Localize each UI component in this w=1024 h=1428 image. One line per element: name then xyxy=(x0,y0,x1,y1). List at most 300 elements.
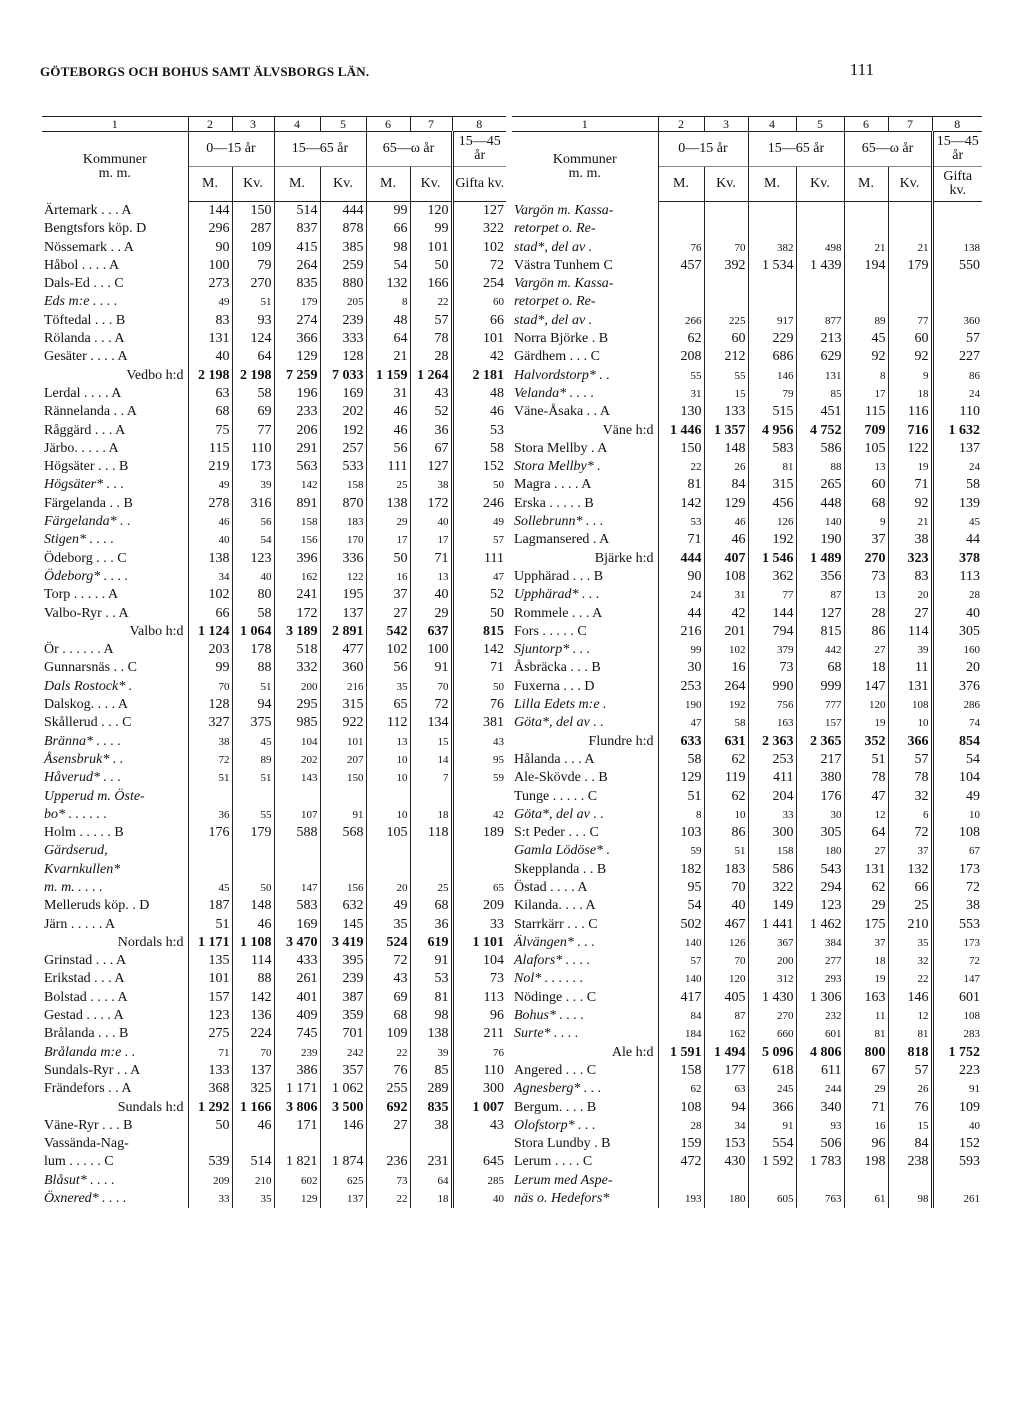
value-cell: 444 xyxy=(658,550,704,568)
sub-m: M. xyxy=(366,167,410,202)
value-cell: 50 xyxy=(366,550,410,568)
value-cell: 110 xyxy=(232,440,274,458)
sub-kv: Kv. xyxy=(232,167,274,202)
value-cell: 99 xyxy=(366,202,410,221)
value-cell: 5 096 xyxy=(748,1044,796,1062)
value-cell: 109 xyxy=(932,1099,982,1117)
kommun-name: Olofstorp* . . . xyxy=(512,1117,658,1135)
value-cell: 340 xyxy=(796,1099,844,1117)
value-cell: 30 xyxy=(658,659,704,677)
left-row xyxy=(42,970,506,988)
kommun-name: Ödeborg . . . C xyxy=(42,550,188,568)
value-cell: 11 xyxy=(844,1007,888,1025)
right-table xyxy=(512,116,982,1208)
kommun-name: Högsäter . . . B xyxy=(42,458,188,476)
value-cell: 112 xyxy=(366,714,410,732)
kommun-name: Håbol . . . . A xyxy=(42,257,188,275)
right-row xyxy=(512,861,982,879)
value-cell: 129 xyxy=(274,1190,320,1208)
value-cell: 132 xyxy=(366,275,410,293)
value-cell: 159 xyxy=(658,1135,704,1153)
value-cell: 49 xyxy=(366,897,410,915)
right-row xyxy=(512,440,982,458)
sub-gifta: Gifta kv. xyxy=(932,167,982,202)
value-cell xyxy=(704,220,748,238)
value-cell: 133 xyxy=(188,1062,232,1080)
value-cell: 202 xyxy=(274,751,320,769)
value-cell: 46 xyxy=(232,1117,274,1135)
value-cell: 16 xyxy=(704,659,748,677)
value-cell: 232 xyxy=(796,1007,844,1025)
page-header: GÖTEBORGS OCH BOHUS SAMT ÄLVSBORGS LÄN. xyxy=(40,64,370,79)
value-cell: 382 xyxy=(748,239,796,257)
right-row xyxy=(512,513,982,531)
value-cell: 62 xyxy=(844,879,888,897)
left-row xyxy=(42,220,506,238)
value-cell: 37 xyxy=(888,842,932,860)
left-row xyxy=(42,1025,506,1043)
value-cell: 67 xyxy=(932,842,982,860)
value-cell: 206 xyxy=(274,422,320,440)
right-row xyxy=(512,1080,982,1098)
right-row xyxy=(512,751,982,769)
value-cell: 190 xyxy=(658,696,704,714)
kommun-name: Väne-Åsaka . . A xyxy=(512,403,658,421)
value-cell: 129 xyxy=(704,495,748,513)
value-cell: 605 xyxy=(748,1190,796,1208)
value-cell: 266 xyxy=(658,312,704,330)
value-cell: 367 xyxy=(748,934,796,952)
kommun-name: Eds m:e . . . . xyxy=(42,293,188,311)
value-cell: 53 xyxy=(452,422,506,440)
value-cell: 73 xyxy=(844,568,888,586)
value-cell: 84 xyxy=(704,476,748,494)
value-cell: 990 xyxy=(748,678,796,696)
value-cell: 1 752 xyxy=(932,1044,982,1062)
value-cell: 93 xyxy=(232,312,274,330)
sub-kv: Kv. xyxy=(796,167,844,202)
col-no: 3 xyxy=(232,117,274,132)
kommun-name: Alafors* . . . . xyxy=(512,952,658,970)
value-cell: 631 xyxy=(704,733,748,751)
kommun-name: Stigen* . . . . xyxy=(42,531,188,549)
value-cell: 14 xyxy=(410,751,452,769)
right-row xyxy=(512,659,982,677)
kommun-name: Väne-Ryr . . . B xyxy=(42,1117,188,1135)
value-cell: 39 xyxy=(232,476,274,494)
value-cell: 34 xyxy=(704,1117,748,1135)
kommun-name: Skållerud . . . C xyxy=(42,714,188,732)
left-row xyxy=(42,641,506,659)
value-cell: 53 xyxy=(410,970,452,988)
left-row xyxy=(42,513,506,531)
value-cell: 200 xyxy=(274,678,320,696)
value-cell xyxy=(658,1172,704,1190)
value-cell: 71 xyxy=(410,550,452,568)
value-cell: 138 xyxy=(366,495,410,513)
kommun-name: Nödinge . . . C xyxy=(512,989,658,1007)
kommun-name: Lerum . . . . C xyxy=(512,1153,658,1171)
value-cell: 38 xyxy=(410,1117,452,1135)
value-cell xyxy=(704,275,748,293)
value-cell xyxy=(932,275,982,293)
value-cell: 336 xyxy=(320,550,366,568)
value-cell: 40 xyxy=(932,1117,982,1135)
col-no: 3 xyxy=(704,117,748,132)
value-cell: 147 xyxy=(932,970,982,988)
value-cell: 175 xyxy=(844,916,888,934)
value-cell: 131 xyxy=(888,678,932,696)
left-row xyxy=(42,440,506,458)
value-cell: 49 xyxy=(188,293,232,311)
value-cell xyxy=(410,788,452,806)
value-cell: 37 xyxy=(844,934,888,952)
district-total-row xyxy=(42,1099,506,1117)
value-cell: 142 xyxy=(274,476,320,494)
right-row xyxy=(512,824,982,842)
right-row xyxy=(512,531,982,549)
value-cell: 315 xyxy=(748,476,796,494)
kommun-name: m. m. . . . . xyxy=(42,879,188,897)
district-total-row xyxy=(42,623,506,641)
value-cell: 91 xyxy=(932,1080,982,1098)
value-cell: 239 xyxy=(320,970,366,988)
value-cell: 25 xyxy=(366,476,410,494)
kommun-name: Töftedal . . . B xyxy=(42,312,188,330)
value-cell: 192 xyxy=(748,531,796,549)
value-cell: 18 xyxy=(844,952,888,970)
kommun-name: Dals-Ed . . . C xyxy=(42,275,188,293)
value-cell: 472 xyxy=(658,1153,704,1171)
kommun-name: Starrkärr . . . C xyxy=(512,916,658,934)
value-cell: 10 xyxy=(366,769,410,787)
value-cell: 583 xyxy=(274,897,320,915)
value-cell: 305 xyxy=(932,623,982,641)
value-cell xyxy=(188,788,232,806)
value-cell: 2 891 xyxy=(320,623,366,641)
value-cell: 195 xyxy=(320,586,366,604)
value-cell xyxy=(452,788,506,806)
value-cell: 15 xyxy=(410,733,452,751)
value-cell: 140 xyxy=(658,934,704,952)
value-cell: 44 xyxy=(932,531,982,549)
value-cell: 92 xyxy=(888,348,932,366)
value-cell: 189 xyxy=(452,824,506,842)
value-cell xyxy=(888,293,932,311)
value-cell: 1 489 xyxy=(796,550,844,568)
value-cell xyxy=(844,1172,888,1190)
mm-label: m. m. xyxy=(98,165,131,181)
value-cell: 255 xyxy=(366,1080,410,1098)
left-row xyxy=(42,678,506,696)
value-cell: 1 007 xyxy=(452,1099,506,1117)
right-row xyxy=(512,330,982,348)
kommun-name: Upphärad* . . . xyxy=(512,586,658,604)
value-cell: 19 xyxy=(844,714,888,732)
value-cell: 3 470 xyxy=(274,934,320,952)
value-cell: 196 xyxy=(274,385,320,403)
value-cell: 1 108 xyxy=(232,934,274,952)
value-cell: 102 xyxy=(188,586,232,604)
value-cell: 43 xyxy=(410,385,452,403)
value-cell: 38 xyxy=(410,476,452,494)
value-cell: 10 xyxy=(704,806,748,824)
kommun-name: S:t Peder . . . C xyxy=(512,824,658,842)
value-cell: 122 xyxy=(320,568,366,586)
value-cell: 4 956 xyxy=(748,422,796,440)
value-cell: 102 xyxy=(452,239,506,257)
value-cell: 3 419 xyxy=(320,934,366,952)
value-cell: 293 xyxy=(796,970,844,988)
value-cell: 637 xyxy=(410,623,452,641)
value-cell: 81 xyxy=(888,1025,932,1043)
value-cell: 322 xyxy=(452,220,506,238)
value-cell: 78 xyxy=(888,769,932,787)
value-cell: 48 xyxy=(452,385,506,403)
value-cell: 58 xyxy=(232,385,274,403)
value-cell: 61 xyxy=(844,1190,888,1208)
left-row xyxy=(42,312,506,330)
left-table-header xyxy=(42,117,506,202)
value-cell: 289 xyxy=(410,1080,452,1098)
value-cell: 1 292 xyxy=(188,1099,232,1117)
value-cell: 270 xyxy=(844,550,888,568)
col-no: 4 xyxy=(274,117,320,132)
value-cell: 173 xyxy=(232,458,274,476)
right-row xyxy=(512,916,982,934)
value-cell: 602 xyxy=(274,1172,320,1190)
group-0-15: 0—15 år xyxy=(188,132,274,167)
left-table-body xyxy=(42,202,506,1209)
value-cell: 619 xyxy=(410,934,452,952)
value-cell: 72 xyxy=(452,257,506,275)
sub-kv: Kv. xyxy=(320,167,366,202)
value-cell: 184 xyxy=(658,1025,704,1043)
value-cell: 163 xyxy=(844,989,888,1007)
value-cell: 162 xyxy=(704,1025,748,1043)
value-cell: 35 xyxy=(366,678,410,696)
value-cell: 180 xyxy=(796,842,844,860)
value-cell: 291 xyxy=(274,440,320,458)
value-cell: 166 xyxy=(410,275,452,293)
district-total-row xyxy=(512,733,982,751)
value-cell: 709 xyxy=(844,422,888,440)
value-cell: 380 xyxy=(796,769,844,787)
value-cell: 56 xyxy=(366,440,410,458)
value-cell: 192 xyxy=(320,422,366,440)
value-cell: 71 xyxy=(658,531,704,549)
value-cell: 3 500 xyxy=(320,1099,366,1117)
value-cell: 83 xyxy=(188,312,232,330)
left-row xyxy=(42,733,506,751)
value-cell: 98 xyxy=(366,239,410,257)
value-cell: 837 xyxy=(274,220,320,238)
value-cell: 1 441 xyxy=(748,916,796,934)
value-cell xyxy=(844,202,888,221)
kommun-name: stad*, del av . xyxy=(512,239,658,257)
kommun-name: Gesäter . . . . A xyxy=(42,348,188,366)
value-cell: 356 xyxy=(796,568,844,586)
value-cell: 67 xyxy=(844,1062,888,1080)
value-cell: 86 xyxy=(844,623,888,641)
value-cell: 870 xyxy=(320,495,366,513)
value-cell: 20 xyxy=(366,879,410,897)
value-cell: 108 xyxy=(658,1099,704,1117)
value-cell: 39 xyxy=(410,1044,452,1062)
value-cell xyxy=(748,275,796,293)
value-cell: 60 xyxy=(452,293,506,311)
value-cell: 430 xyxy=(704,1153,748,1171)
value-cell: 18 xyxy=(844,659,888,677)
value-cell: 777 xyxy=(796,696,844,714)
value-cell: 95 xyxy=(658,879,704,897)
value-cell: 91 xyxy=(410,659,452,677)
value-cell: 37 xyxy=(844,531,888,549)
value-cell: 854 xyxy=(932,733,982,751)
value-cell: 322 xyxy=(748,879,796,897)
value-cell: 13 xyxy=(366,733,410,751)
value-cell: 417 xyxy=(658,989,704,1007)
value-cell: 50 xyxy=(410,257,452,275)
kommun-name: Holm . . . . . B xyxy=(42,824,188,842)
value-cell: 20 xyxy=(932,659,982,677)
value-cell: 42 xyxy=(704,605,748,623)
value-cell: 137 xyxy=(232,1062,274,1080)
left-row xyxy=(42,1044,506,1062)
value-cell: 1 264 xyxy=(410,367,452,385)
value-cell: 238 xyxy=(888,1153,932,1171)
value-cell: 209 xyxy=(188,1172,232,1190)
value-cell xyxy=(188,842,232,860)
value-cell: 11 xyxy=(888,659,932,677)
left-row xyxy=(42,714,506,732)
value-cell: 18 xyxy=(410,1190,452,1208)
value-cell: 1 062 xyxy=(320,1080,366,1098)
value-cell: 18 xyxy=(888,385,932,403)
value-cell: 40 xyxy=(704,897,748,915)
value-cell: 89 xyxy=(232,751,274,769)
value-cell: 108 xyxy=(704,568,748,586)
kommun-name: stad*, del av . xyxy=(512,312,658,330)
kommun-name: Fors . . . . . C xyxy=(512,623,658,641)
value-cell: 625 xyxy=(320,1172,366,1190)
kommun-name: Stora Lundby . B xyxy=(512,1135,658,1153)
value-cell: 300 xyxy=(748,824,796,842)
value-cell: 229 xyxy=(748,330,796,348)
left-row xyxy=(42,1080,506,1098)
value-cell: 85 xyxy=(410,1062,452,1080)
value-cell: 53 xyxy=(658,513,704,531)
value-cell: 51 xyxy=(232,293,274,311)
value-cell: 144 xyxy=(188,202,232,221)
value-cell: 78 xyxy=(410,330,452,348)
value-cell: 433 xyxy=(274,952,320,970)
value-cell: 1 101 xyxy=(452,934,506,952)
kommun-name: Östad . . . . A xyxy=(512,879,658,897)
left-row xyxy=(42,751,506,769)
value-cell: 34 xyxy=(188,568,232,586)
value-cell: 51 xyxy=(704,842,748,860)
kommun-name: Rännelanda . . A xyxy=(42,403,188,421)
value-cell: 162 xyxy=(274,568,320,586)
value-cell: 62 xyxy=(658,1080,704,1098)
value-cell: 96 xyxy=(452,1007,506,1025)
value-cell: 498 xyxy=(796,239,844,257)
value-cell: 158 xyxy=(320,476,366,494)
left-row xyxy=(42,257,506,275)
kommun-name: Färgelanda* . . xyxy=(42,513,188,531)
value-cell: 100 xyxy=(410,641,452,659)
value-cell: 137 xyxy=(320,605,366,623)
value-cell: 99 xyxy=(410,220,452,238)
value-cell: 98 xyxy=(410,1007,452,1025)
value-cell: 409 xyxy=(274,1007,320,1025)
value-cell: 127 xyxy=(796,605,844,623)
value-cell: 70 xyxy=(232,1044,274,1062)
kommun-name: Angered . . . C xyxy=(512,1062,658,1080)
value-cell: 43 xyxy=(452,1117,506,1135)
value-cell: 360 xyxy=(320,659,366,677)
value-cell: 163 xyxy=(748,714,796,732)
value-cell: 103 xyxy=(658,824,704,842)
value-cell: 236 xyxy=(366,1153,410,1171)
right-row xyxy=(512,769,982,787)
value-cell: 8 xyxy=(844,367,888,385)
value-cell: 81 xyxy=(658,476,704,494)
value-cell: 33 xyxy=(188,1190,232,1208)
value-cell: 515 xyxy=(748,403,796,421)
value-cell: 9 xyxy=(844,513,888,531)
value-cell: 514 xyxy=(232,1153,274,1171)
kommun-name: Ale-Skövde . . B xyxy=(512,769,658,787)
value-cell: 71 xyxy=(188,1044,232,1062)
value-cell: 72 xyxy=(366,952,410,970)
value-cell: 7 033 xyxy=(320,367,366,385)
sub-m: M. xyxy=(188,167,232,202)
value-cell: 64 xyxy=(232,348,274,366)
left-row xyxy=(42,550,506,568)
value-cell: 586 xyxy=(748,861,796,879)
kommun-name: Gärdhem . . . C xyxy=(512,348,658,366)
kommun-name: Erska . . . . . B xyxy=(512,495,658,513)
value-cell: 58 xyxy=(932,476,982,494)
value-cell: 54 xyxy=(658,897,704,915)
value-cell: 76 xyxy=(366,1062,410,1080)
value-cell: 40 xyxy=(188,531,232,549)
value-cell: 26 xyxy=(888,1080,932,1098)
kommun-name: Gestad . . . . A xyxy=(42,1007,188,1025)
value-cell: 86 xyxy=(932,367,982,385)
value-cell: 18 xyxy=(410,806,452,824)
value-cell: 60 xyxy=(704,330,748,348)
value-cell: 64 xyxy=(366,330,410,348)
value-cell: 40 xyxy=(410,586,452,604)
kommun-name: Väne h:d xyxy=(512,422,658,440)
value-cell: 2 365 xyxy=(796,733,844,751)
kommun-name: Bränna* . . . . xyxy=(42,733,188,751)
value-cell: 31 xyxy=(366,385,410,403)
value-cell xyxy=(410,842,452,860)
left-row xyxy=(42,275,506,293)
value-cell xyxy=(274,861,320,879)
right-row xyxy=(512,385,982,403)
left-row xyxy=(42,1135,506,1153)
value-cell: 1 632 xyxy=(932,422,982,440)
value-cell: 327 xyxy=(188,714,232,732)
kommun-name: Agnesberg* . . . xyxy=(512,1080,658,1098)
value-cell: 172 xyxy=(274,605,320,623)
value-cell: 38 xyxy=(188,733,232,751)
